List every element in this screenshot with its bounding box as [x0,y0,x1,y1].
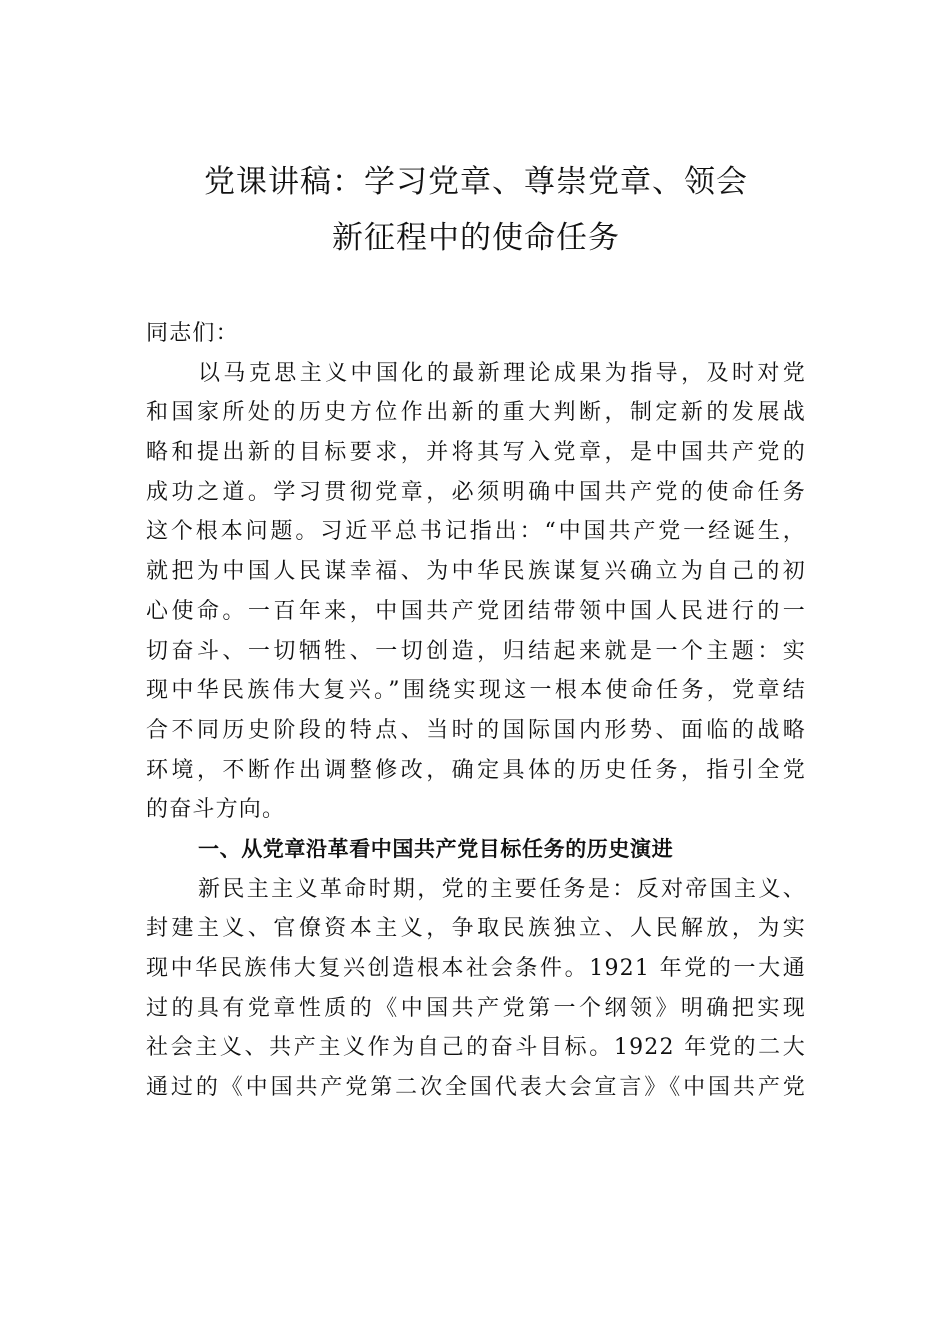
paragraph-line: 通过的《中国共产党第二次全国代表大会宣言》《中国共产党 [146,1075,806,1101]
paragraph-line: 环境，不断作出调整修改，确定具体的历史任务，指引全党 [146,757,806,783]
paragraph-line: 略和提出新的目标要求，并将其写入党章，是中国共产党的 [146,440,806,466]
paragraph-1 [146,354,806,830]
title-line-2: 新征程中的使命任务 [332,220,620,256]
paragraph-line: 就把为中国人民谋幸福、为中华民族谋复兴确立为自己的初 [146,559,806,585]
paragraph-line: 这个根本问题。习近平总书记指出：“中国共产党一经诞生， [146,519,806,545]
paragraph-line: 合不同历史阶段的特点、当时的国际国内形势、面临的战略 [146,717,806,743]
section-heading: 一、从党章沿革看中国共产党目标任务的历史演进 [198,836,674,861]
paragraph-line: 现中华民族伟大复兴。”围绕实现这一根本使命任务，党章结 [146,678,806,704]
paragraph-line: 新民主主义革命时期，党的主要任务是：反对帝国主义、 [198,876,806,902]
paragraph-line: 现中华民族伟大复兴创造根本社会条件。1921 年党的一大通 [146,956,806,981]
salutation: 同志们： [146,321,239,346]
document-body [146,314,806,1108]
paragraph-2 [146,870,806,1108]
paragraph-line: 成功之道。学习贯彻党章，必须明确中国共产党的使命任务 [146,479,806,505]
paragraph-line: 的奋斗方向。 [146,797,286,823]
paragraph-line: 社会主义、共产主义作为自己的奋斗目标。1922 年党的二大 [146,1035,806,1061]
title-line-1: 党课讲稿：学习党章、尊崇党章、领会 [204,164,748,200]
paragraph-line: 心使命。一百年来，中国共产党团结带领中国人民进行的一 [146,598,806,624]
paragraph-line: 切奋斗、一切牺牲、一切创造，归结起来就是一个主题：实 [146,638,806,664]
document-title [126,154,826,266]
paragraph-line: 和国家所处的历史方位作出新的重大判断，制定新的发展战 [146,400,806,426]
paragraph-line: 过的具有党章性质的《中国共产党第一个纲领》明确把实现 [146,995,806,1021]
paragraph-line: 封建主义、官僚资本主义，争取民族独立、人民解放，为实 [146,916,806,942]
paragraph-line: 以马克思主义中国化的最新理论成果为指导，及时对党 [198,360,806,386]
